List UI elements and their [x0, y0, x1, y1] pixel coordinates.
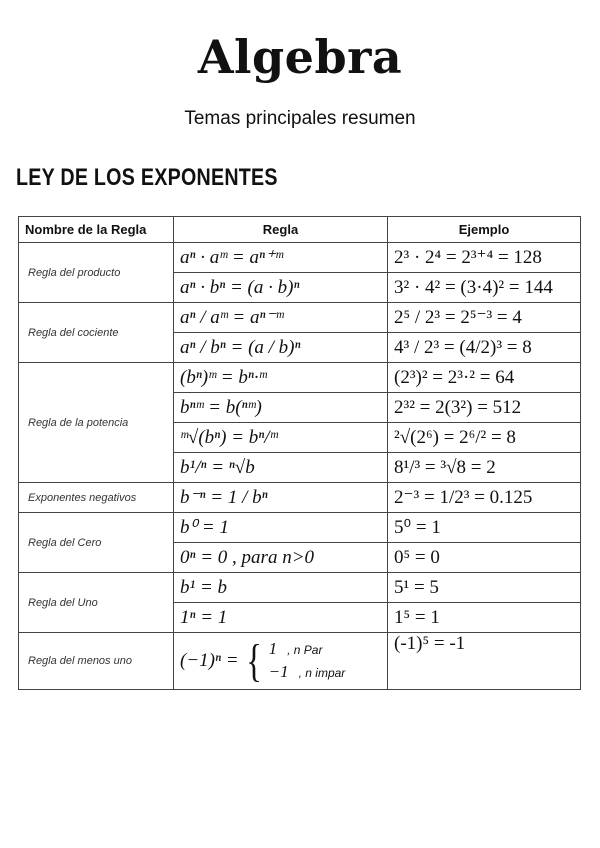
- table-row: [19, 363, 581, 393]
- piecewise-cases: [269, 638, 346, 684]
- rule-cell: b⁰ = 1: [174, 513, 388, 543]
- table-row: [19, 243, 581, 273]
- table-row: [19, 483, 581, 513]
- case-odd-condition: , n impar: [298, 666, 346, 680]
- rule-cell: 1ⁿ = 1: [174, 603, 388, 633]
- table-body: [19, 243, 581, 690]
- example-cell: 2³ · 2⁴ = 2³⁺⁴ = 128: [388, 243, 581, 273]
- rule-cell: (bⁿ)ᵐ = bⁿ·ᵐ: [174, 363, 388, 393]
- example-cell: (2³)² = 2³·² = 64: [388, 363, 581, 393]
- rule-cell: [174, 633, 388, 690]
- document-title: Algebra: [197, 30, 403, 84]
- rule-name-cell: Regla del Uno: [19, 573, 174, 633]
- example-cell: 4³ / 2³ = (4/2)³ = 8: [388, 333, 581, 363]
- rule-name-cell: Exponentes negativos: [19, 483, 174, 513]
- example-cell: 3² · 4² = (3·4)² = 144: [388, 273, 581, 303]
- document-subtitle: Temas principales resumen: [184, 108, 416, 129]
- example-cell: 5¹ = 5: [388, 573, 581, 603]
- example-cell: 1⁵ = 1: [388, 603, 581, 633]
- piecewise-formula: [180, 635, 381, 686]
- rule-cell: bⁿᵐ = b(ⁿᵐ): [174, 393, 388, 423]
- example-cell: 2⁻³ = 1/2³ = 0.125: [388, 483, 581, 513]
- example-cell: 2³² = 2(3²) = 512: [388, 393, 581, 423]
- table-row: [19, 573, 581, 603]
- case-even-condition: , n Par: [287, 643, 323, 657]
- rule-name-cell: Regla del Cero: [19, 513, 174, 573]
- rule-name-cell: Regla del cociente: [19, 303, 174, 363]
- rule-name-cell: Regla del menos uno: [19, 633, 174, 690]
- section-heading: LEY DE LOS EXPONENTES: [16, 164, 278, 191]
- exponent-rules-table: [18, 216, 581, 690]
- case-even: [269, 638, 346, 661]
- rule-cell: b⁻ⁿ = 1 / bⁿ: [174, 483, 388, 513]
- table-row: [19, 513, 581, 543]
- rule-cell: aⁿ / aᵐ = aⁿ⁻ᵐ: [174, 303, 388, 333]
- rule-cell: b¹ = b: [174, 573, 388, 603]
- case-odd-value: −1: [268, 662, 289, 681]
- example-cell: 5⁰ = 1: [388, 513, 581, 543]
- example-cell: 2⁵ / 2³ = 2⁵⁻³ = 4: [388, 303, 581, 333]
- brace-symbol: {: [245, 635, 262, 686]
- rule-cell: b¹/ⁿ = ⁿ√b: [174, 453, 388, 483]
- header-rule: Regla: [174, 217, 388, 243]
- example-cell: ²√(2⁶) = 2⁶/² = 8: [388, 423, 581, 453]
- rule-cell: 0ⁿ = 0 , para n>0: [174, 543, 388, 573]
- rule-cell: ᵐ√(bⁿ) = bⁿ/ᵐ: [174, 423, 388, 453]
- case-even-value: 1: [268, 639, 278, 658]
- rule-name-cell: Regla de la potencia: [19, 363, 174, 483]
- example-cell: (-1)⁵ = -1: [388, 633, 581, 690]
- rule-cell: aⁿ · aᵐ = aⁿ⁺ᵐ: [174, 243, 388, 273]
- case-odd: [269, 661, 346, 684]
- header-rule-name: Nombre de la Regla: [19, 217, 174, 243]
- example-cell: 8¹/³ = ³√8 = 2: [388, 453, 581, 483]
- rule-cell: aⁿ · bⁿ = (a · b)ⁿ: [174, 273, 388, 303]
- table-row-last: [19, 633, 581, 690]
- rule-name-cell: Regla del producto: [19, 243, 174, 303]
- example-cell: 0⁵ = 0: [388, 543, 581, 573]
- table-header-row: [19, 217, 581, 243]
- piecewise-lhs: (−1)ⁿ =: [180, 650, 239, 671]
- rule-cell: aⁿ / bⁿ = (a / b)ⁿ: [174, 333, 388, 363]
- header-example: Ejemplo: [388, 217, 581, 243]
- table-row: [19, 303, 581, 333]
